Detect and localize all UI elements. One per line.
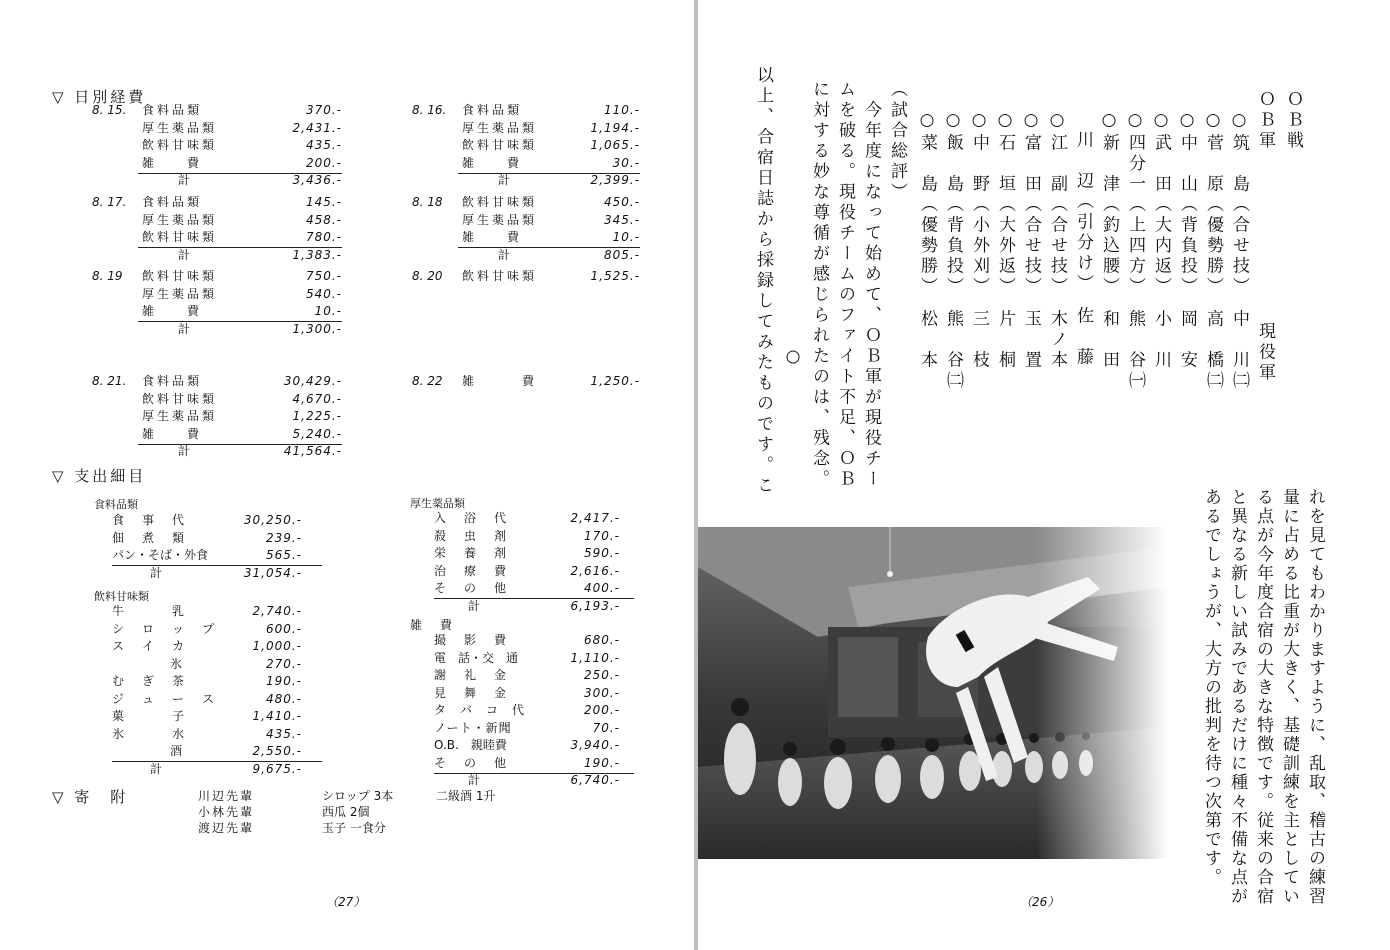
item-name: 飲料甘味類: [142, 391, 218, 406]
item-name: 食料品類: [142, 103, 203, 117]
item-value: 1,065.-: [590, 138, 640, 152]
text-column: ○筑 島（合せ技） 中 川㈡: [1229, 110, 1249, 392]
day-date: 8. 18: [412, 195, 443, 209]
item-name: 見 舞 金: [434, 685, 510, 700]
item-value: 30,250.-: [243, 513, 302, 527]
item-value: 170.-: [583, 528, 620, 543]
section-title-donations: ▽ 寄 附: [52, 788, 129, 806]
item-name: 厚生薬品類: [142, 286, 218, 301]
text-column: ○江 副（合せ技） 木ノ本: [1047, 110, 1067, 371]
total-label: 計: [150, 565, 163, 580]
group-health: [434, 510, 620, 615]
group-drinks: [112, 603, 302, 778]
total-value: 805.-: [603, 247, 640, 262]
page-number-left: （27）: [326, 895, 366, 909]
total-value: 31,054.-: [243, 565, 302, 580]
item-value: 5,240.-: [292, 426, 342, 441]
item-value: 300.-: [583, 685, 620, 700]
text-column: る点が今年度合宿の大きな特徴です。従来の合宿: [1253, 488, 1273, 906]
total-value: 6,193.-: [570, 598, 620, 613]
item-value: 2,431.-: [292, 120, 342, 135]
item-value: 145.-: [305, 195, 342, 209]
day-date: 8. 17.: [92, 195, 127, 209]
group-title-misc: 雑 費: [410, 618, 456, 632]
item-name: 厚生薬品類: [462, 212, 538, 227]
text-column: ○石 垣（大外返） 片 桐: [995, 110, 1015, 371]
item-name: 厚生薬品類: [142, 120, 218, 135]
text-column: 今年度になって始めて、ＯＢ軍が現役チー: [861, 80, 881, 490]
text-column: 現役軍: [1255, 322, 1275, 384]
item-name: 食 事 代: [112, 513, 188, 527]
group-misc: [434, 632, 620, 790]
item-value: 780.-: [305, 230, 342, 244]
total-value: 3,436.-: [292, 173, 342, 187]
text-column: 川 辺（引分け） 佐 藤: [1073, 110, 1093, 368]
item-name: ノート・新聞: [434, 720, 512, 735]
item-value: 565.-: [265, 548, 302, 562]
item-name: 雑 費: [462, 155, 523, 170]
item-name: 飲料甘味類: [462, 195, 538, 209]
text-column: ○菅 原（優勢勝） 高 橋㈡: [1203, 110, 1223, 392]
section-title-daily-expenses: ▽ 日別経費: [52, 88, 147, 106]
item-name: 飲料甘味類: [462, 269, 538, 283]
item-name: 酒: [170, 744, 186, 758]
text-column: ○富 田（合せ技） 玉 置: [1021, 110, 1041, 371]
text-column: ○: [783, 80, 803, 370]
item-value: 680.-: [583, 633, 620, 647]
day-block-0817: [92, 194, 342, 264]
total-value: 41,564.-: [283, 444, 342, 458]
item-name: 治 療 費: [434, 563, 510, 578]
item-value: 400.-: [583, 581, 620, 595]
item-name: 厚生薬品類: [142, 212, 218, 227]
item-name: 電 話・交 通: [434, 650, 519, 665]
item-value: 4,670.-: [292, 391, 342, 406]
item-value: 110.-: [603, 103, 640, 117]
text-column: 以上、合宿日誌から採録してみたものです。こ: [753, 66, 773, 497]
item-name: 飲料甘味類: [142, 230, 218, 244]
text-column: に対する妙な尊循が感じられたのは、残念。: [809, 80, 829, 490]
item-name: 飲料甘味類: [462, 138, 538, 152]
item-name: ジ ュ ー ス: [112, 691, 218, 706]
item-name: 飲料甘味類: [142, 138, 218, 152]
text-column: れを見てもわかりますように、乱取、稽古の練習: [1305, 488, 1325, 906]
judo-photo-image: [698, 527, 1168, 859]
item-value: 1,000.-: [252, 639, 302, 653]
item-name: パン・そば・外食: [112, 548, 209, 562]
text-column: ○武 田（大内返） 小 川: [1151, 110, 1171, 371]
item-name: 殺 虫 剤: [434, 528, 510, 543]
item-name: 雑 費: [142, 304, 203, 318]
day-date: 8. 20: [412, 269, 443, 283]
item-value: 270.-: [265, 656, 302, 671]
item-name: そ の 他: [434, 755, 510, 770]
donor-name: 渡辺先輩: [198, 821, 255, 835]
text-column: ○中 山（背負投） 岡 安: [1177, 110, 1197, 371]
item-name: 氷: [170, 656, 186, 671]
donation-extra: 二級酒 1升: [436, 789, 496, 803]
item-name: タ バ コ 代: [434, 703, 526, 717]
total-value: 1,383.-: [292, 247, 342, 262]
item-value: 3,940.-: [570, 738, 620, 752]
donor-name: 川辺先輩: [198, 789, 255, 803]
item-value: 190.-: [265, 674, 302, 688]
item-name: 謝 礼 金: [434, 668, 510, 682]
item-name: O.B. 親睦費: [434, 738, 507, 752]
total-label: 計: [178, 173, 191, 187]
item-name: 入 浴 代: [434, 511, 510, 525]
item-name: 牛 乳: [112, 604, 188, 618]
item-value: 1,250.-: [590, 374, 640, 388]
item-name: 飲料甘味類: [142, 269, 218, 283]
item-value: 190.-: [583, 755, 620, 770]
day-block-0819: [92, 268, 342, 338]
text-column: ＯＢ戦: [1283, 90, 1303, 152]
item-name: 菓 子: [112, 709, 188, 723]
item-value: 1,194.-: [590, 120, 640, 135]
item-value: 1,525.-: [590, 269, 640, 283]
text-column: ムを破る。現役チームのファイト不足、ＯＢ: [835, 80, 855, 490]
day-date: 8. 21.: [92, 374, 127, 388]
item-value: 2,550.-: [252, 744, 302, 758]
text-column: ○四分一（上四方） 熊 谷㈠: [1125, 110, 1145, 392]
item-value: 200.-: [583, 703, 620, 717]
section-title-expense-breakdown: ▽ 支出細目: [52, 467, 147, 485]
left-page: [0, 0, 694, 950]
page-number-right: （26）: [1020, 895, 1060, 909]
item-value: 2,616.-: [570, 563, 620, 578]
item-value: 30,429.-: [283, 374, 342, 388]
total-value: 6,740.-: [570, 773, 620, 787]
day-date: 8. 22: [412, 374, 443, 388]
item-name: シ ロ ッ プ: [112, 621, 218, 636]
total-label: 計: [468, 598, 481, 613]
item-name: 雑 費: [462, 230, 523, 244]
item-value: 200.-: [305, 155, 342, 170]
right-page: [698, 0, 1390, 950]
text-column: ○中 野（小外刈） 三 枝: [969, 110, 989, 371]
total-label: 計: [498, 173, 511, 187]
donation-gift: 玉子 一食分: [322, 821, 386, 835]
item-value: 370.-: [305, 103, 342, 117]
day-block-0822: [412, 373, 640, 391]
item-value: 1,410.-: [252, 709, 302, 723]
item-value: 435.-: [305, 138, 342, 152]
text-column: ＯＢ軍: [1255, 90, 1275, 152]
text-column: あるでしょうが、大方の批判を待つ次第です。: [1201, 488, 1221, 887]
item-name: そ の 他: [434, 581, 510, 595]
day-date: 8. 15.: [92, 103, 127, 117]
item-name: 食料品類: [142, 374, 203, 388]
total-value: 2,399.-: [590, 173, 640, 187]
total-label: 計: [178, 247, 191, 262]
item-value: 540.-: [305, 286, 342, 301]
item-value: 1,110.-: [570, 650, 620, 665]
item-name: 食料品類: [462, 103, 523, 117]
item-name: 厚生薬品類: [142, 409, 218, 423]
day-block-0816: [412, 102, 640, 190]
item-name: ス イ カ: [112, 639, 188, 653]
item-name: 厚生薬品類: [462, 120, 538, 135]
item-value: 30.-: [612, 155, 640, 170]
text-column: ○菜 島（優勢勝） 松 本: [917, 110, 937, 371]
item-value: 750.-: [305, 269, 342, 283]
donor-name: 小林先輩: [198, 805, 255, 819]
total-value: 1,300.-: [292, 321, 342, 336]
item-value: 590.-: [583, 546, 620, 560]
day-date: 8. 19: [92, 269, 123, 283]
item-value: 2,740.-: [252, 604, 302, 618]
day-date: 8. 16.: [412, 103, 447, 117]
day-block-0820: [412, 268, 640, 286]
text-column: ○飯 島（背負投） 熊 谷㈡: [943, 110, 963, 392]
group-title-health: 厚生薬品類: [410, 497, 465, 510]
text-column: と異なる新しい試みであるだけに種々不備な点が: [1227, 488, 1247, 906]
group-title-drinks: 飲料甘味類: [94, 590, 149, 603]
item-name: 雑 費: [462, 374, 538, 388]
item-name: 食料品類: [142, 195, 203, 209]
item-value: 250.-: [583, 668, 620, 682]
total-label: 計: [150, 761, 163, 776]
group-food: [112, 512, 302, 582]
item-value: 239.-: [265, 530, 302, 545]
text-column: ○新 津（釣込腰） 和 田: [1099, 110, 1119, 371]
total-label: 計: [468, 773, 481, 787]
donation-gift: 西瓜 2個: [322, 805, 370, 819]
item-value: 435.-: [265, 726, 302, 741]
total-label: 計: [178, 321, 191, 336]
group-title-food: 食料品類: [94, 498, 138, 511]
donation-gift: シロップ 3本: [322, 789, 394, 803]
item-value: 10.-: [612, 230, 640, 244]
item-value: 345.-: [603, 212, 640, 227]
item-value: 450.-: [603, 195, 640, 209]
day-block-0815: [92, 102, 342, 190]
total-label: 計: [498, 247, 511, 262]
judo-photo: [698, 527, 1168, 859]
total-value: 9,675.-: [252, 761, 302, 776]
item-name: 氷 水: [112, 726, 188, 741]
item-value: 600.-: [265, 621, 302, 636]
text-column: 量に占める比重が大きく、基礎訓練を主としてい: [1279, 488, 1299, 906]
item-value: 10.-: [314, 304, 342, 318]
item-name: む ぎ 茶: [112, 674, 188, 688]
item-value: 480.-: [265, 691, 302, 706]
day-block-0821: [92, 373, 342, 461]
item-name: 雑 費: [142, 426, 203, 441]
item-value: 458.-: [305, 212, 342, 227]
item-name: 佃 煮 類: [112, 530, 188, 545]
text-column: （試合総評）: [887, 80, 907, 203]
item-name: 栄 養 剤: [434, 546, 510, 560]
item-name: 雑 費: [142, 155, 203, 170]
item-value: 70.-: [592, 720, 620, 735]
day-block-0818: [412, 194, 640, 264]
total-label: 計: [178, 444, 191, 458]
item-name: 撮 影 費: [434, 633, 510, 647]
item-value: 2,417.-: [570, 511, 620, 525]
item-value: 1,225.-: [292, 409, 342, 423]
